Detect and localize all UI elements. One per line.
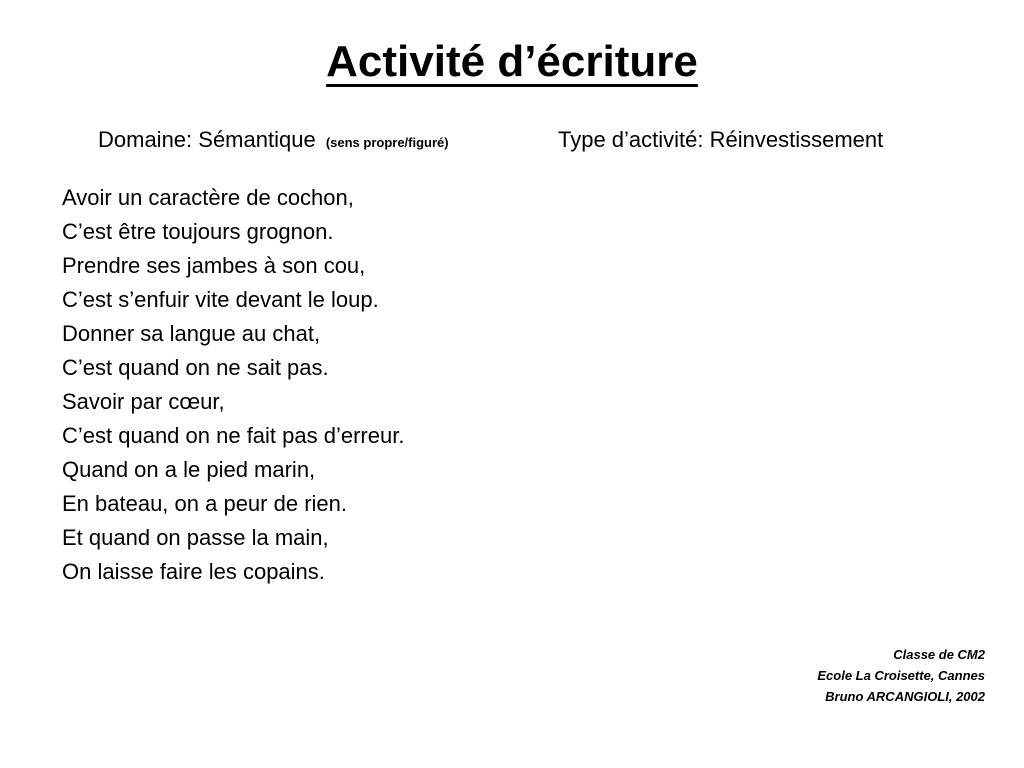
domain-heading [98,125,449,158]
poem-line: Et quand on passe la main, [62,525,329,550]
credit-line-school: Ecole La Croisette, Cannes [817,668,985,683]
poem-line: Quand on a le pied marin, [62,457,316,482]
domain-label: Domaine: Sémantique [98,127,316,152]
poem-line: C’est s’enfuir vite devant le loup. [62,287,379,312]
poem-line: Savoir par cœur, [62,389,225,414]
slide-title [0,32,1024,92]
poem-line: On laisse faire les copains. [62,559,325,584]
credits [817,644,985,707]
credit-line-class: Classe de CM2 [893,647,985,662]
activity-type: Type d’activité: Réinvestissement [558,127,884,152]
poem [62,181,404,589]
poem-line: Donner sa langue au chat, [62,321,321,346]
slide-title-text: Activité d’écriture [326,37,698,86]
poem-line: C’est quand on ne sait pas. [62,355,329,380]
credit-line-author: Bruno ARCANGIOLI, 2002 [825,689,985,704]
poem-line: Avoir un caractère de cochon, [62,185,354,210]
poem-line: C’est être toujours grognon. [62,219,334,244]
poem-line: En bateau, on a peur de rien. [62,491,347,516]
poem-line: C’est quand on ne fait pas d’erreur. [62,423,405,448]
poem-line: Prendre ses jambes à son cou, [62,253,366,278]
domain-note: (sens propre/figuré) [325,135,449,150]
